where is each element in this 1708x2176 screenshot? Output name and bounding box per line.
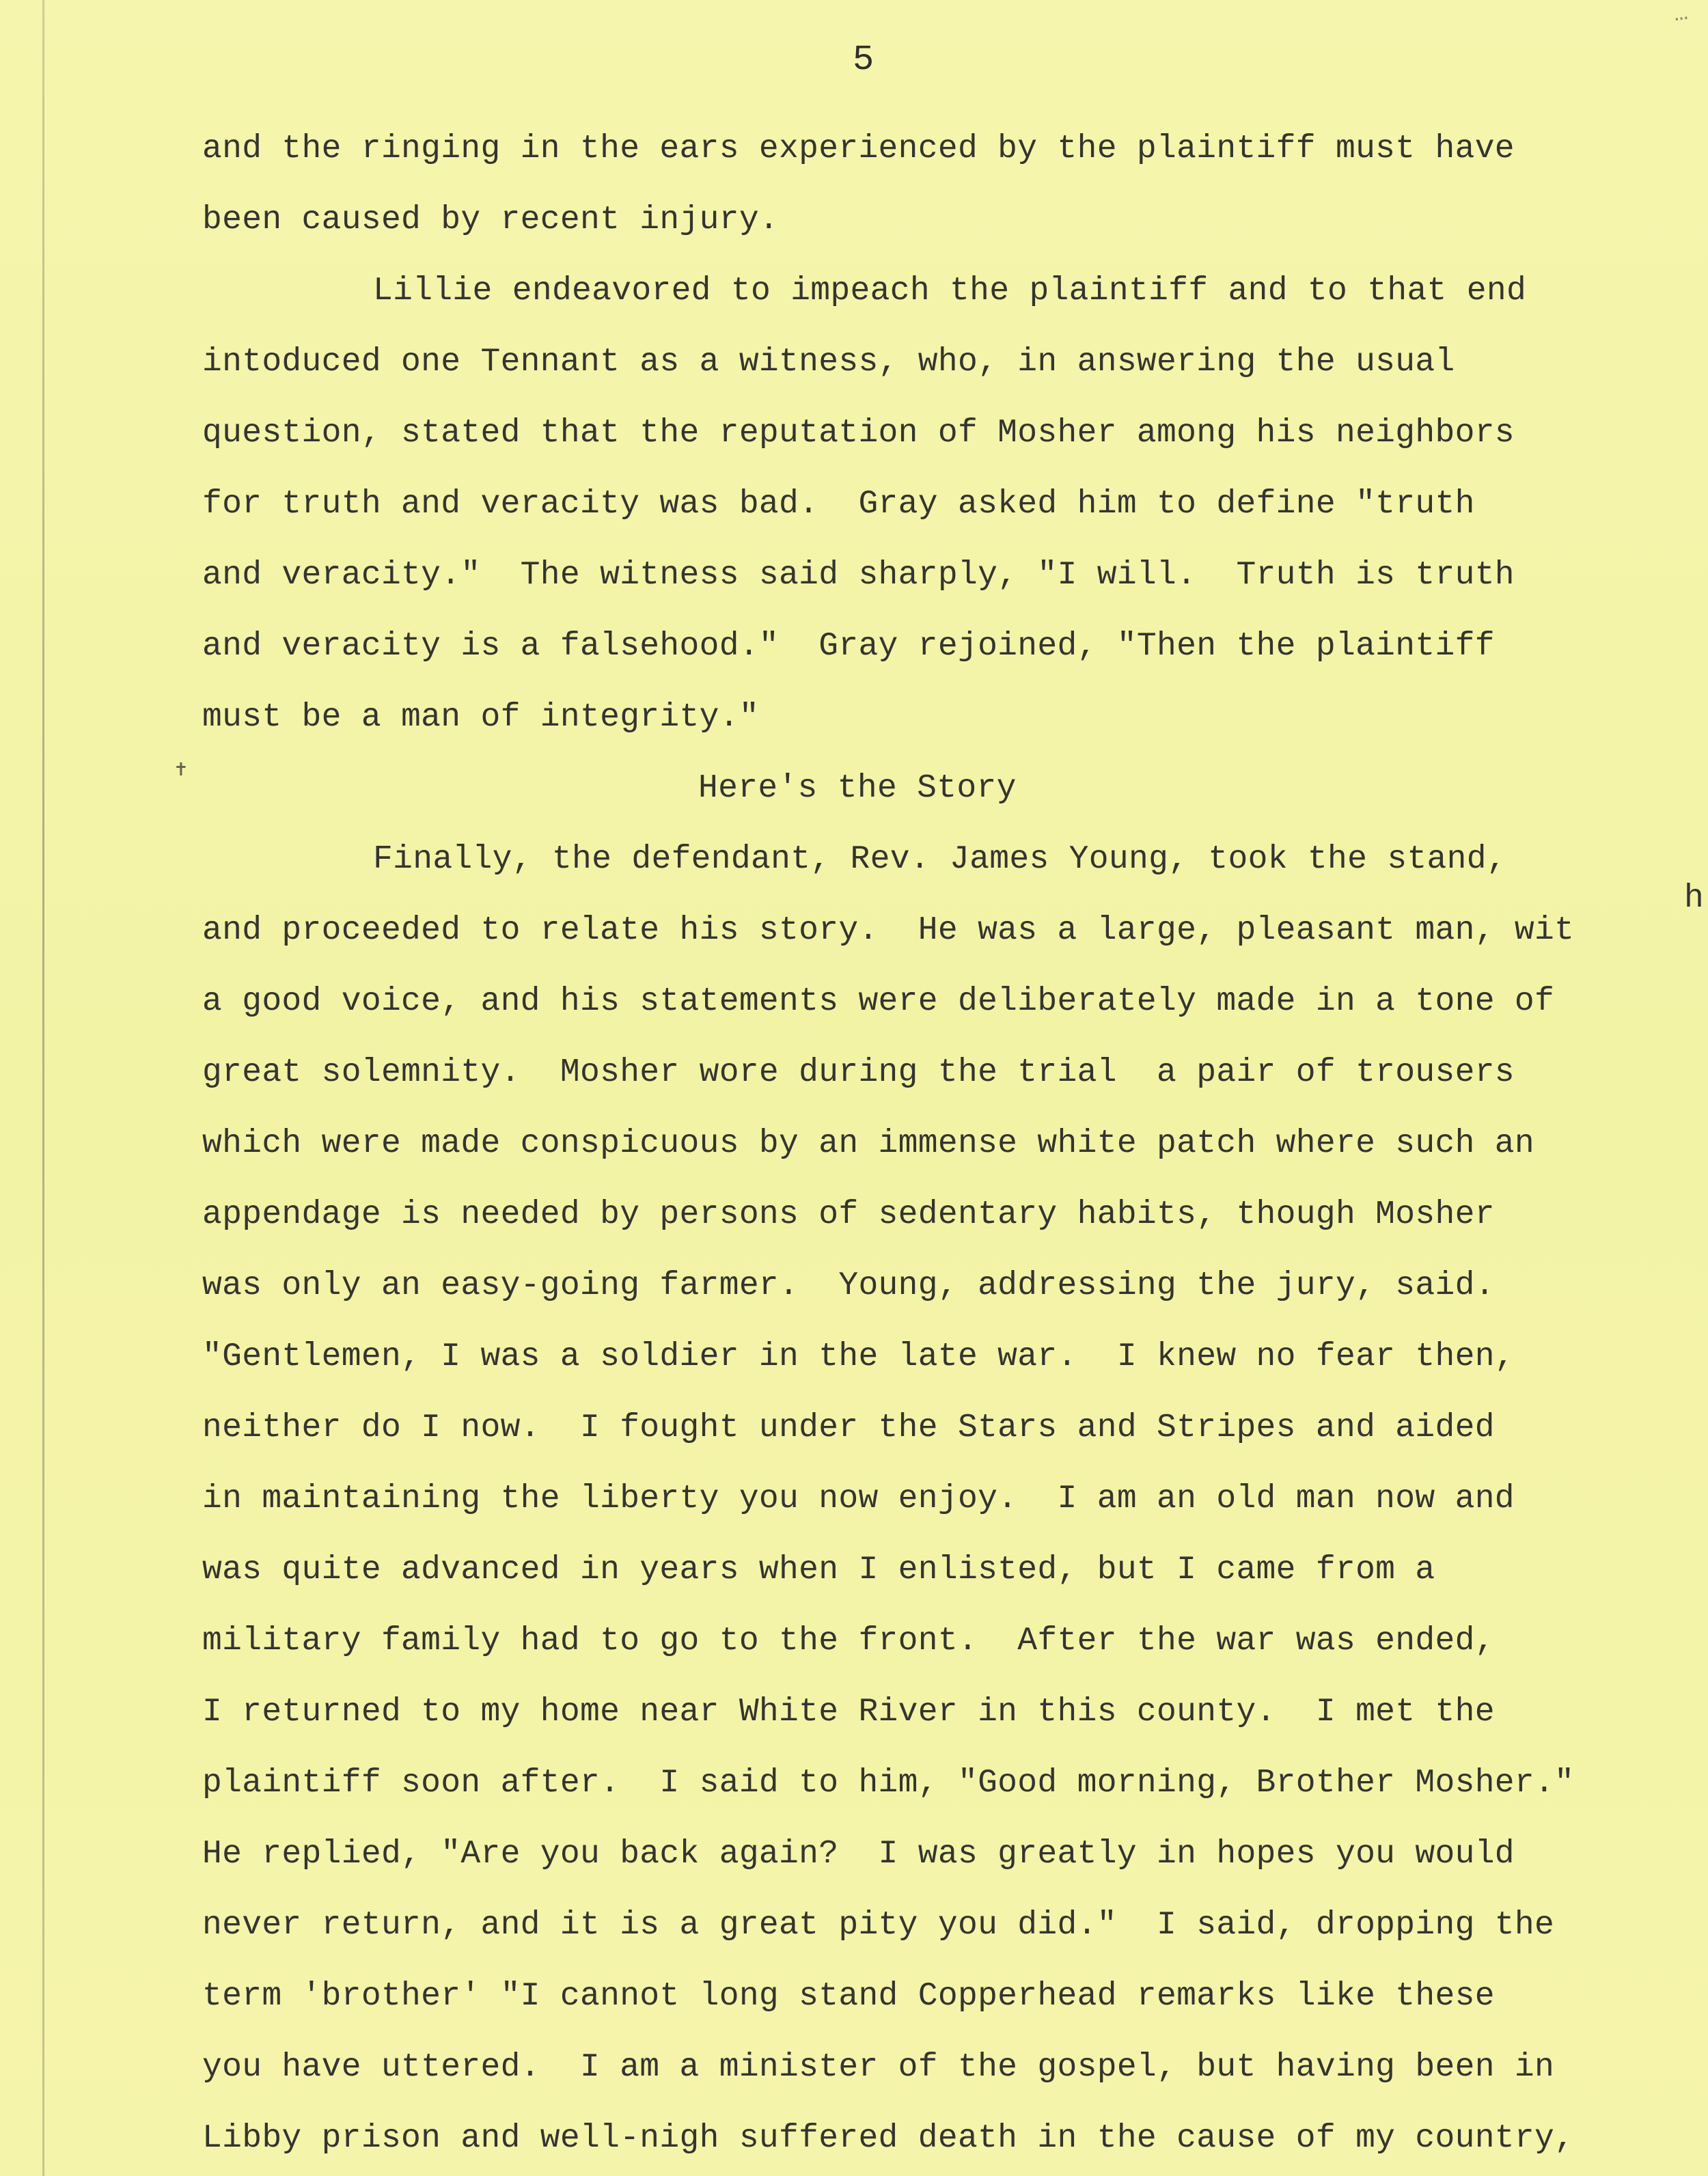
text-line: Libby prison and well-nigh suffered death in the cause of my country, bbox=[202, 2120, 1575, 2157]
section-heading: Here's the Story bbox=[698, 770, 1017, 807]
text-line: in maintaining the liberty you now enjoy. I am an old man now and bbox=[202, 1480, 1515, 1517]
text-line: a good voice, and his statements were deliberately made in a tone of bbox=[202, 983, 1555, 1020]
text-line: been caused by recent injury. bbox=[202, 202, 780, 238]
text-line: Lillie endeavored to impeach the plaintiff and to that end bbox=[373, 273, 1527, 309]
text-line: was quite advanced in years when I enlisted, but I came from a bbox=[202, 1552, 1435, 1588]
text-line: I returned to my home near White River in this county. I met the bbox=[202, 1694, 1495, 1731]
text-line: Finally, the defendant, Rev. James Young, took the stand, bbox=[373, 841, 1506, 878]
text-line: must be a man of integrity." bbox=[202, 699, 759, 736]
text-line: appendage is needed by persons of sedentary habits, though Mosher bbox=[202, 1196, 1495, 1233]
text-line: great solemnity. Mosher wore during the trial a pair of trousers bbox=[202, 1054, 1515, 1091]
text-line: was only an easy-going farmer. Young, addressing the jury, said. bbox=[202, 1267, 1495, 1304]
corner-mark: … bbox=[1672, 0, 1690, 29]
text-line: never return, and it is a great pity you did." I said, dropping the bbox=[202, 1907, 1555, 1944]
margin-mark: ✝ bbox=[175, 759, 188, 782]
page-number: 5 bbox=[853, 40, 874, 80]
text-line: He replied, "Are you back again? I was greatly in hopes you would bbox=[202, 1836, 1515, 1873]
overstrike-letter: h bbox=[1684, 880, 1704, 917]
text-line: and proceeded to relate his story. He was a large, pleasant man, wit bbox=[202, 912, 1575, 949]
text-line: and the ringing in the ears experienced by the plaintiff must have bbox=[202, 130, 1515, 167]
left-margin-line bbox=[42, 0, 44, 2176]
text-line: question, stated that the reputation of Mosher among his neighbors bbox=[202, 415, 1515, 452]
text-line: "Gentlemen, I was a soldier in the late war. I knew no fear then, bbox=[202, 1338, 1515, 1375]
text-line: for truth and veracity was bad. Gray asked him to define "truth bbox=[202, 486, 1475, 523]
text-line: neither do I now. I fought under the Stars and Stripes and aided bbox=[202, 1409, 1495, 1446]
body-text bbox=[202, 113, 1671, 2174]
text-line: which were made conspicuous by an immense white patch where such an bbox=[202, 1125, 1535, 1162]
text-line: military family had to go to the front. After the war was ended, bbox=[202, 1623, 1495, 1659]
text-line: term 'brother' "I cannot long stand Copperhead remarks like these bbox=[202, 1978, 1495, 2015]
text-line: intoduced one Tennant as a witness, who, in answering the usual bbox=[202, 344, 1455, 381]
text-line: plaintiff soon after. I said to him, "Good morning, Brother Mosher." bbox=[202, 1765, 1575, 1802]
text-line: and veracity." The witness said sharply, "I will. Truth is truth bbox=[202, 557, 1515, 594]
text-line: you have uttered. I am a minister of the gospel, but having been in bbox=[202, 2049, 1555, 2086]
text-line: and veracity is a falsehood." Gray rejoined, "Then the plaintiff bbox=[202, 628, 1495, 665]
